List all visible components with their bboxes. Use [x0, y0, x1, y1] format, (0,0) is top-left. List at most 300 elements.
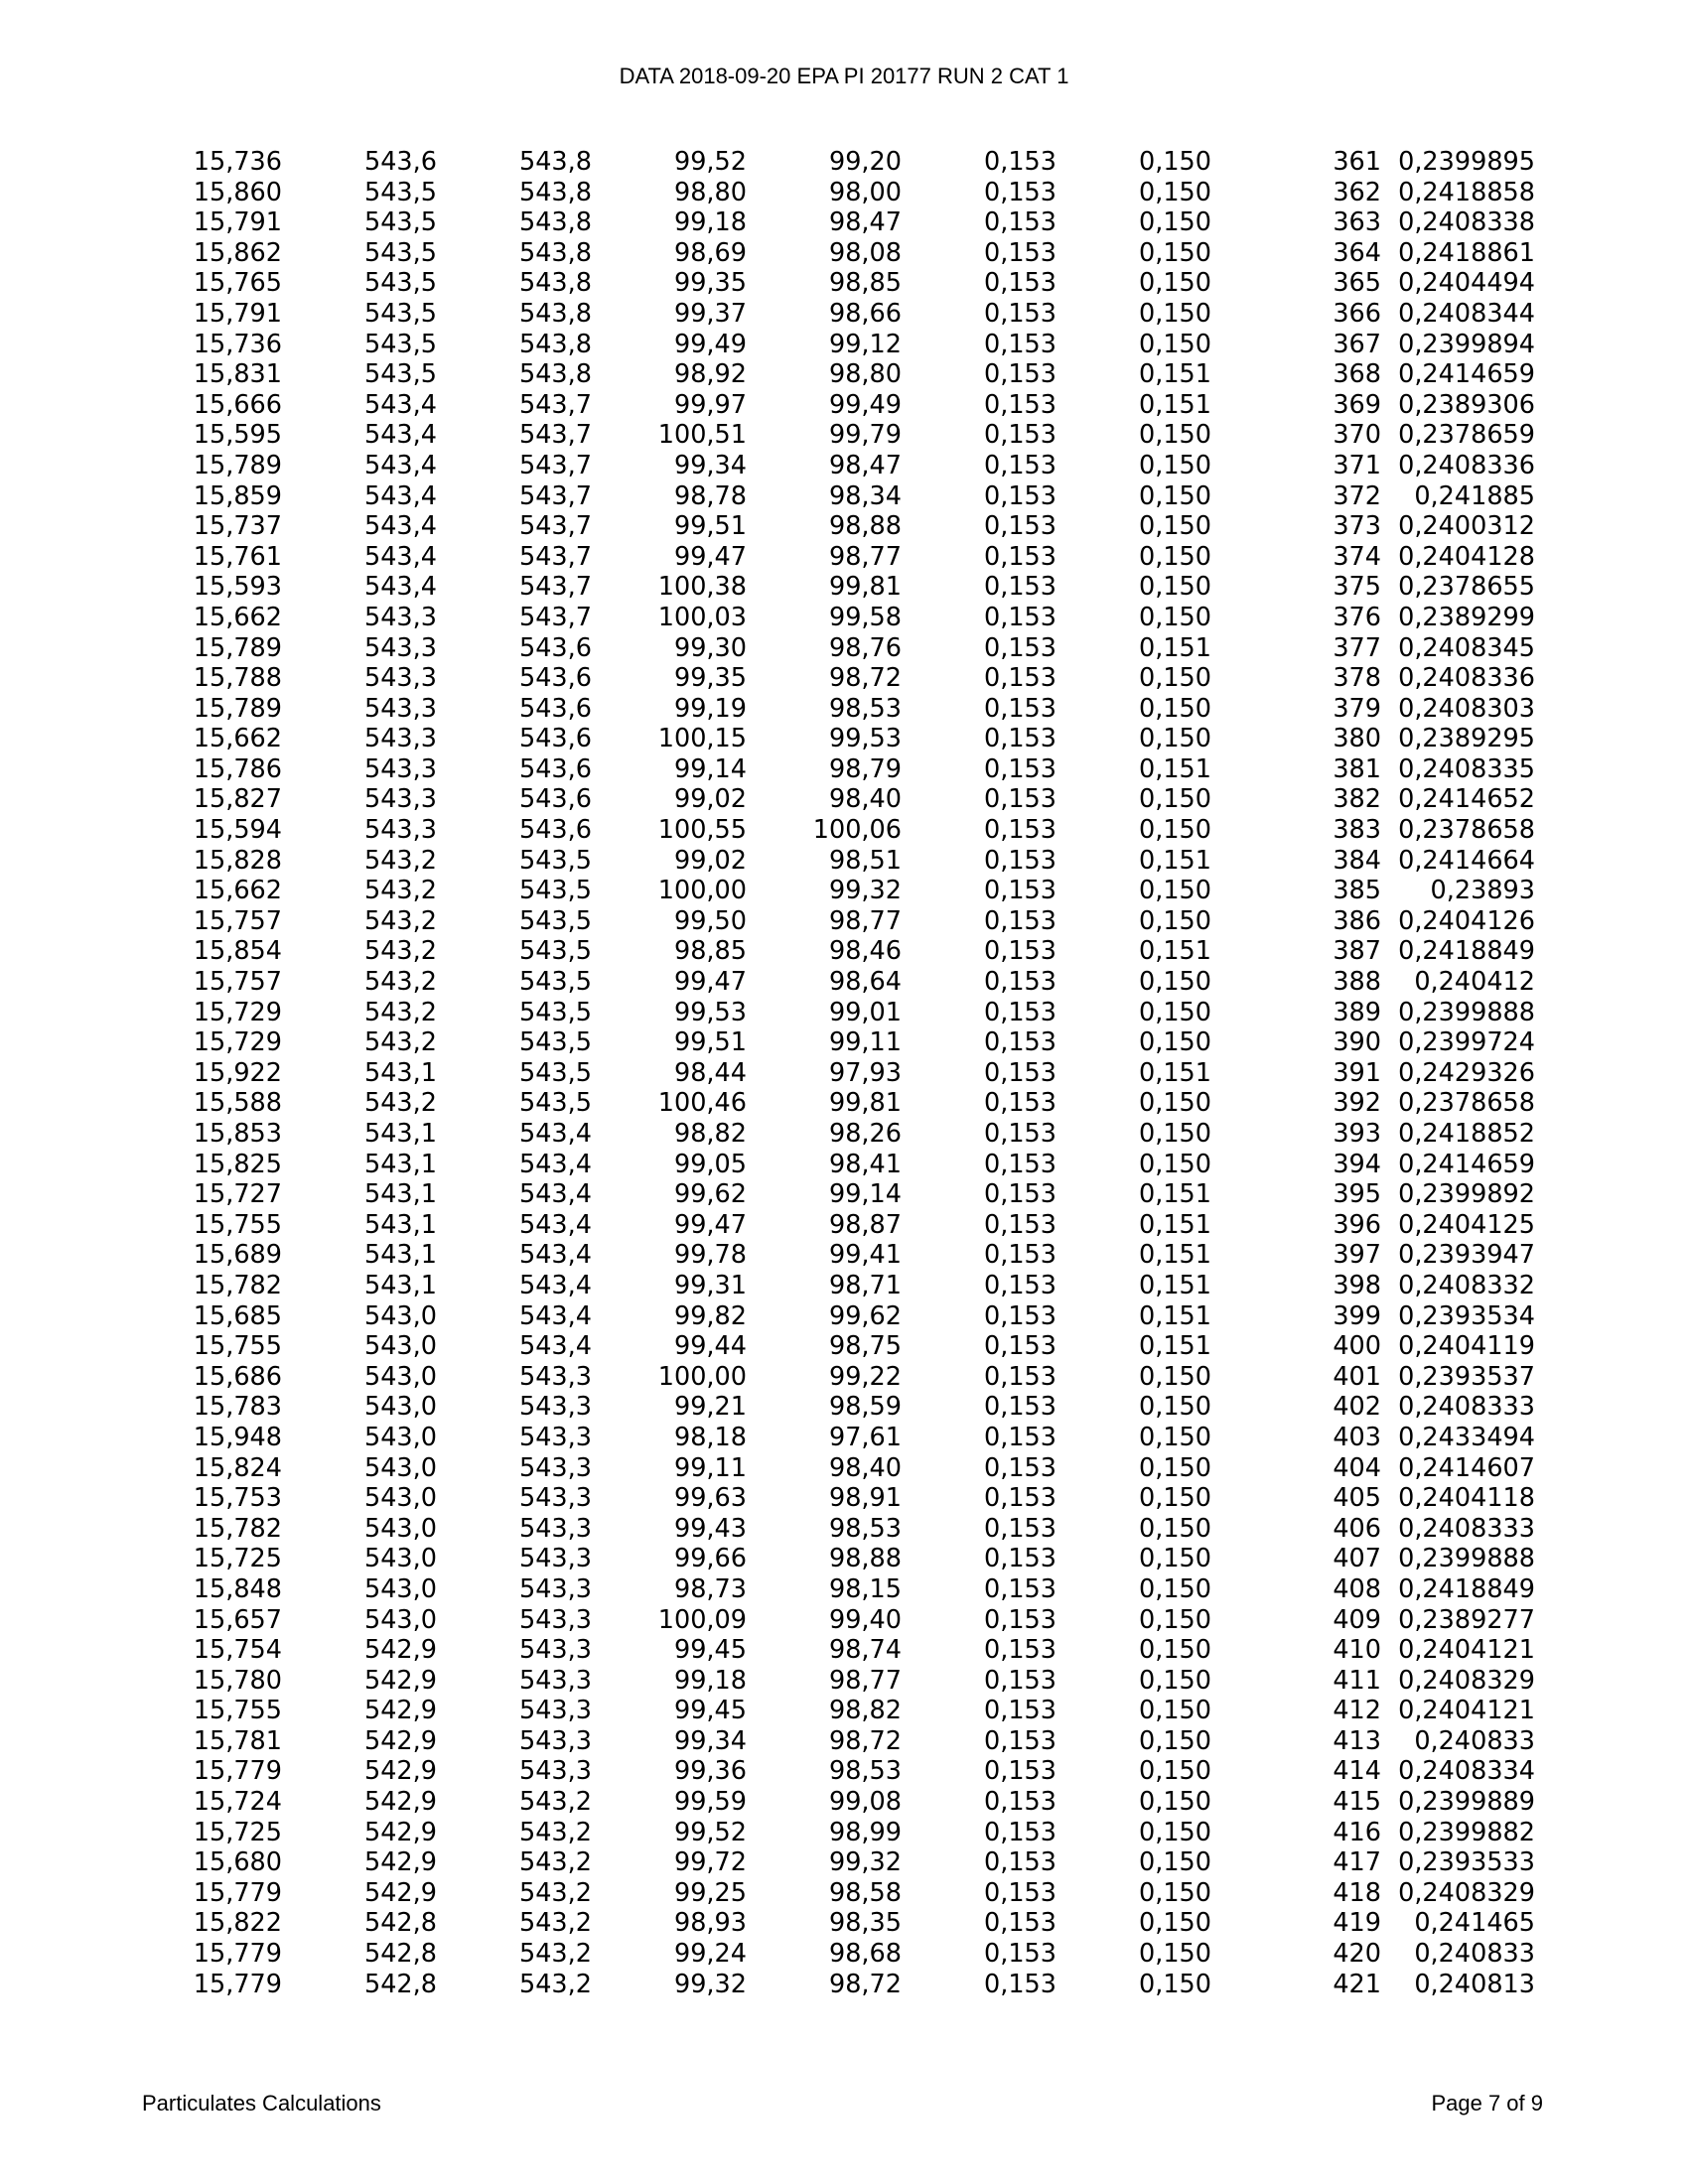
table-cell: 543,4: [518, 1270, 592, 1300]
table-cell: 0,153: [983, 1665, 1056, 1696]
table-cell: 0,150: [1138, 268, 1211, 299]
table-row: [167, 1453, 1535, 1484]
table-row: [167, 1119, 1535, 1150]
table-cell: 0,150: [1138, 1604, 1211, 1635]
table-cell: 98,47: [828, 450, 902, 480]
table-cell: 0,153: [983, 1725, 1056, 1756]
table-row: [167, 724, 1535, 754]
table-cell: 0,150: [1138, 1969, 1211, 1999]
table-cell: 362: [1333, 177, 1381, 207]
table-cell: 543,0: [363, 1483, 437, 1514]
table-cell: 0,150: [1138, 420, 1211, 451]
table-cell: 15,948: [193, 1422, 282, 1452]
table-cell: 99,19: [673, 693, 747, 724]
table-cell: 0,2408329: [1398, 1665, 1535, 1696]
table-cell: 0,2408333: [1398, 1513, 1535, 1544]
table-cell: 99,18: [673, 207, 747, 238]
table-cell: 382: [1333, 784, 1381, 815]
table-cell: 0,2408336: [1398, 450, 1535, 480]
table-cell: 15,860: [193, 177, 282, 207]
table-cell: 0,150: [1138, 1877, 1211, 1908]
table-cell: 0,151: [1138, 1179, 1211, 1210]
table-cell: 15,781: [193, 1725, 282, 1756]
table-cell: 15,761: [193, 541, 282, 572]
table-cell: 98,18: [673, 1422, 747, 1452]
table-cell: 401: [1333, 1361, 1381, 1392]
table-cell: 376: [1333, 602, 1381, 632]
table-cell: 15,593: [193, 572, 282, 603]
table-cell: 99,52: [673, 1817, 747, 1847]
table-cell: 99,32: [828, 876, 902, 906]
table-cell: 0,153: [983, 997, 1056, 1027]
table-cell: 542,9: [363, 1665, 437, 1696]
table-cell: 396: [1333, 1209, 1381, 1240]
table-row: [167, 1210, 1535, 1241]
table-cell: 0,153: [983, 1057, 1056, 1088]
table-cell: 99,05: [673, 1149, 747, 1179]
table-cell: 15,757: [193, 905, 282, 936]
table-cell: 371: [1333, 450, 1381, 480]
table-cell: 543,3: [363, 632, 437, 663]
table-cell: 0,153: [983, 1939, 1056, 1970]
table-cell: 543,3: [363, 693, 437, 724]
table-cell: 543,7: [518, 541, 592, 572]
table-row: [167, 936, 1535, 967]
table-row: [167, 207, 1535, 238]
table-row: [167, 511, 1535, 542]
table-cell: 543,2: [518, 1908, 592, 1939]
table-cell: 543,5: [363, 177, 437, 207]
table-cell: 0,153: [983, 1696, 1056, 1726]
table-row: [167, 238, 1535, 269]
table-cell: 98,71: [828, 1270, 902, 1300]
table-cell: 0,2399724: [1398, 1027, 1535, 1058]
table-cell: 543,2: [518, 1847, 592, 1878]
table-cell: 99,35: [673, 268, 747, 299]
table-cell: 0,2393534: [1398, 1300, 1535, 1331]
table-row: [167, 846, 1535, 877]
table-cell: 98,85: [673, 936, 747, 967]
table-cell: 0,150: [1138, 1392, 1211, 1423]
table-cell: 15,595: [193, 420, 282, 451]
table-cell: 15,736: [193, 147, 282, 177]
table-cell: 543,1: [363, 1057, 437, 1088]
table-cell: 98,72: [828, 663, 902, 694]
table-cell: 99,12: [828, 329, 902, 359]
table-cell: 543,4: [363, 511, 437, 542]
table-cell: 0,153: [983, 1756, 1056, 1787]
table-cell: 543,0: [363, 1392, 437, 1423]
table-cell: 0,150: [1138, 177, 1211, 207]
table-cell: 15,791: [193, 298, 282, 329]
table-cell: 0,2408334: [1398, 1756, 1535, 1787]
table-cell: 99,02: [673, 845, 747, 876]
table-cell: 0,2408329: [1398, 1877, 1535, 1908]
table-cell: 386: [1333, 905, 1381, 936]
table-cell: 0,153: [983, 511, 1056, 542]
table-row: [167, 572, 1535, 603]
table-cell: 543,7: [518, 450, 592, 480]
table-cell: 0,153: [983, 1787, 1056, 1818]
table-cell: 365: [1333, 268, 1381, 299]
table-cell: 0,2404118: [1398, 1483, 1535, 1514]
table-cell: 543,5: [518, 997, 592, 1027]
table-cell: 98,93: [673, 1908, 747, 1939]
table-cell: 0,150: [1138, 1027, 1211, 1058]
table-cell: 543,5: [518, 845, 592, 876]
table-cell: 99,11: [673, 1452, 747, 1483]
table-cell: 98,64: [828, 967, 902, 998]
table-cell: 99,45: [673, 1696, 747, 1726]
table-cell: 364: [1333, 237, 1381, 268]
table-cell: 0,150: [1138, 1483, 1211, 1514]
table-cell: 15,822: [193, 1908, 282, 1939]
table-cell: 543,4: [518, 1240, 592, 1271]
table-cell: 0,153: [983, 1483, 1056, 1514]
table-cell: 0,153: [983, 450, 1056, 480]
table-row: [167, 481, 1535, 512]
table-cell: 542,9: [363, 1847, 437, 1878]
table-cell: 0,2414659: [1398, 1149, 1535, 1179]
table-cell: 543,6: [518, 663, 592, 694]
table-cell: 0,2429326: [1398, 1057, 1535, 1088]
table-cell: 100,38: [657, 572, 747, 603]
table-cell: 0,153: [983, 268, 1056, 299]
table-row: [167, 906, 1535, 937]
table-cell: 15,727: [193, 1179, 282, 1210]
table-row: [167, 1847, 1535, 1878]
table-cell: 0,2408345: [1398, 632, 1535, 663]
table-cell: 0,151: [1138, 359, 1211, 390]
table-cell: 0,150: [1138, 997, 1211, 1027]
table-cell: 0,2399889: [1398, 1787, 1535, 1818]
table-cell: 0,153: [983, 1847, 1056, 1878]
table-cell: 542,9: [363, 1787, 437, 1818]
table-cell: 98,44: [673, 1057, 747, 1088]
table-cell: 0,150: [1138, 1149, 1211, 1179]
table-cell: 0,151: [1138, 1240, 1211, 1271]
table-cell: 15,782: [193, 1513, 282, 1544]
table-cell: 543,2: [518, 1787, 592, 1818]
table-cell: 368: [1333, 359, 1381, 390]
table-cell: 0,150: [1138, 1088, 1211, 1119]
table-cell: 414: [1333, 1756, 1381, 1787]
table-cell: 0,2408333: [1398, 1392, 1535, 1423]
table-cell: 15,789: [193, 693, 282, 724]
table-cell: 543,3: [518, 1452, 592, 1483]
table-cell: 99,25: [673, 1877, 747, 1908]
table-cell: 0,2404119: [1398, 1331, 1535, 1362]
table-cell: 543,2: [518, 1969, 592, 1999]
table-cell: 421: [1333, 1969, 1381, 1999]
table-cell: 0,150: [1138, 480, 1211, 511]
table-cell: 0,2399895: [1398, 147, 1535, 177]
table-cell: 15,680: [193, 1847, 282, 1878]
table-cell: 543,7: [518, 602, 592, 632]
table-cell: 543,2: [363, 1088, 437, 1119]
table-row: [167, 1908, 1535, 1939]
table-cell: 543,8: [518, 177, 592, 207]
table-cell: 543,0: [363, 1452, 437, 1483]
table-cell: 98,46: [828, 936, 902, 967]
table-cell: 543,2: [363, 997, 437, 1027]
table-cell: 15,788: [193, 663, 282, 694]
table-cell: 543,1: [363, 1209, 437, 1240]
table-cell: 15,848: [193, 1573, 282, 1604]
table-row: [167, 663, 1535, 694]
table-cell: 99,35: [673, 663, 747, 694]
table-cell: 369: [1333, 389, 1381, 420]
table-cell: 0,150: [1138, 693, 1211, 724]
table-cell: 0,150: [1138, 1939, 1211, 1970]
table-cell: 543,3: [363, 602, 437, 632]
table-cell: 0,2389295: [1398, 724, 1535, 754]
table-cell: 99,41: [828, 1240, 902, 1271]
table-cell: 0,153: [983, 1361, 1056, 1392]
table-cell: 383: [1333, 815, 1381, 846]
table-row: [167, 1818, 1535, 1848]
table-cell: 0,241465: [1414, 1908, 1535, 1939]
table-cell: 402: [1333, 1392, 1381, 1423]
table-cell: 543,8: [518, 207, 592, 238]
table-cell: 0,2400312: [1398, 511, 1535, 542]
table-cell: 0,153: [983, 1604, 1056, 1635]
table-cell: 0,153: [983, 1179, 1056, 1210]
table-row: [167, 603, 1535, 633]
table-cell: 543,5: [518, 1088, 592, 1119]
table-cell: 543,8: [518, 268, 592, 299]
table-cell: 15,725: [193, 1817, 282, 1847]
table-cell: 370: [1333, 420, 1381, 451]
table-cell: 543,1: [363, 1240, 437, 1271]
table-cell: 99,78: [673, 1240, 747, 1271]
table-cell: 0,151: [1138, 1270, 1211, 1300]
table-cell: 99,52: [673, 147, 747, 177]
table-cell: 0,151: [1138, 1209, 1211, 1240]
table-cell: 395: [1333, 1179, 1381, 1210]
table-cell: 15,789: [193, 632, 282, 663]
table-cell: 543,3: [518, 1544, 592, 1574]
table-cell: 543,6: [518, 693, 592, 724]
table-row: [167, 1726, 1535, 1757]
table-cell: 0,153: [983, 1088, 1056, 1119]
table-cell: 98,87: [828, 1209, 902, 1240]
table-cell: 15,827: [193, 784, 282, 815]
table-cell: 367: [1333, 329, 1381, 359]
table-cell: 0,2418849: [1398, 936, 1535, 967]
table-cell: 99,59: [673, 1787, 747, 1818]
table-cell: 394: [1333, 1149, 1381, 1179]
table-cell: 98,58: [828, 1877, 902, 1908]
table-cell: 98,88: [828, 1544, 902, 1574]
table-cell: 99,37: [673, 298, 747, 329]
table-cell: 543,3: [518, 1725, 592, 1756]
table-cell: 15,791: [193, 207, 282, 238]
table-cell: 0,2408336: [1398, 663, 1535, 694]
table-cell: 99,01: [828, 997, 902, 1027]
table-row: [167, 815, 1535, 846]
table-cell: 15,862: [193, 237, 282, 268]
table-row: [167, 1301, 1535, 1332]
table-cell: 0,150: [1138, 784, 1211, 815]
table-cell: 0,150: [1138, 602, 1211, 632]
table-cell: 99,30: [673, 632, 747, 663]
table-cell: 543,3: [518, 1422, 592, 1452]
table-cell: 98,40: [828, 1452, 902, 1483]
table-cell: 15,789: [193, 450, 282, 480]
table-cell: 0,150: [1138, 147, 1211, 177]
table-cell: 100,06: [812, 815, 902, 846]
table-cell: 15,779: [193, 1969, 282, 1999]
table-cell: 0,153: [983, 572, 1056, 603]
table-cell: 98,72: [828, 1969, 902, 1999]
table-cell: 15,755: [193, 1209, 282, 1240]
table-cell: 15,780: [193, 1665, 282, 1696]
table-cell: 0,153: [983, 1969, 1056, 1999]
table-cell: 0,150: [1138, 1635, 1211, 1666]
table-cell: 0,153: [983, 1027, 1056, 1058]
table-cell: 543,0: [363, 1331, 437, 1362]
table-cell: 0,153: [983, 237, 1056, 268]
table-cell: 98,15: [828, 1573, 902, 1604]
table-row: [167, 147, 1535, 178]
table-cell: 0,2404128: [1398, 541, 1535, 572]
table-cell: 408: [1333, 1573, 1381, 1604]
table-cell: 410: [1333, 1635, 1381, 1666]
table-cell: 99,58: [828, 602, 902, 632]
table-cell: 99,47: [673, 541, 747, 572]
table-cell: 99,49: [673, 329, 747, 359]
table-cell: 98,35: [828, 1908, 902, 1939]
table-cell: 15,662: [193, 724, 282, 754]
table-cell: 543,7: [518, 389, 592, 420]
table-cell: 15,757: [193, 967, 282, 998]
table-row: [167, 1605, 1535, 1636]
table-row: [167, 1635, 1535, 1666]
table-cell: 543,6: [518, 632, 592, 663]
table-cell: 543,2: [518, 1817, 592, 1847]
table-cell: 0,2408335: [1398, 753, 1535, 784]
table-cell: 0,150: [1138, 815, 1211, 846]
table-cell: 543,1: [363, 1179, 437, 1210]
table-cell: 0,241885: [1414, 480, 1535, 511]
table-cell: 543,3: [518, 1604, 592, 1635]
table-cell: 543,3: [518, 1756, 592, 1787]
table-cell: 542,9: [363, 1817, 437, 1847]
table-cell: 99,08: [828, 1787, 902, 1818]
table-cell: 98,92: [673, 359, 747, 390]
table-cell: 543,3: [363, 724, 437, 754]
table-cell: 420: [1333, 1939, 1381, 1970]
table-cell: 0,2418852: [1398, 1119, 1535, 1149]
table-cell: 543,5: [363, 329, 437, 359]
table-cell: 543,5: [363, 237, 437, 268]
table-cell: 377: [1333, 632, 1381, 663]
table-row: [167, 268, 1535, 299]
table-cell: 0,150: [1138, 1422, 1211, 1452]
table-cell: 0,153: [983, 359, 1056, 390]
table-cell: 15,729: [193, 1027, 282, 1058]
table-body: [167, 147, 1535, 1999]
table-cell: 99,81: [828, 572, 902, 603]
table-cell: 399: [1333, 1300, 1381, 1331]
table-cell: 412: [1333, 1696, 1381, 1726]
table-cell: 100,46: [657, 1088, 747, 1119]
table-cell: 416: [1333, 1817, 1381, 1847]
table-cell: 0,2399888: [1398, 1544, 1535, 1574]
table-cell: 0,153: [983, 1209, 1056, 1240]
table-cell: 99,79: [828, 420, 902, 451]
table-cell: 99,49: [828, 389, 902, 420]
table-cell: 15,737: [193, 511, 282, 542]
table-row: [167, 330, 1535, 360]
table-cell: 0,153: [983, 1544, 1056, 1574]
table-cell: 381: [1333, 753, 1381, 784]
page-number: Page 7 of 9: [1431, 2091, 1543, 2116]
table-cell: 15,686: [193, 1361, 282, 1392]
table-cell: 542,9: [363, 1756, 437, 1787]
table-cell: 99,22: [828, 1361, 902, 1392]
table-cell: 404: [1333, 1452, 1381, 1483]
table-cell: 406: [1333, 1513, 1381, 1544]
table-cell: 15,755: [193, 1331, 282, 1362]
table-cell: 543,3: [518, 1665, 592, 1696]
table-cell: 98,41: [828, 1149, 902, 1179]
table-row: [167, 1878, 1535, 1909]
table-cell: 543,0: [363, 1604, 437, 1635]
table-row: [167, 299, 1535, 330]
table-cell: 0,153: [983, 1149, 1056, 1179]
table-row: [167, 359, 1535, 390]
table-cell: 0,153: [983, 1908, 1056, 1939]
table-cell: 0,150: [1138, 541, 1211, 572]
table-cell: 15,824: [193, 1452, 282, 1483]
table-cell: 0,153: [983, 177, 1056, 207]
table-cell: 98,00: [828, 177, 902, 207]
table-cell: 98,77: [828, 905, 902, 936]
table-cell: 98,69: [673, 237, 747, 268]
table-row: [167, 967, 1535, 998]
table-cell: 543,5: [518, 967, 592, 998]
table-cell: 0,151: [1138, 753, 1211, 784]
table-cell: 543,6: [518, 753, 592, 784]
table-cell: 543,3: [518, 1573, 592, 1604]
table-cell: 543,3: [363, 753, 437, 784]
page-title: DATA 2018-09-20 EPA PI 20177 RUN 2 CAT 1: [619, 64, 1069, 88]
table-cell: 543,3: [518, 1696, 592, 1726]
table-row: [167, 1514, 1535, 1545]
table-cell: 15,828: [193, 845, 282, 876]
table-cell: 98,80: [673, 177, 747, 207]
table-cell: 543,0: [363, 1300, 437, 1331]
table-cell: 0,153: [983, 1817, 1056, 1847]
table-row: [167, 1756, 1535, 1787]
table-cell: 100,00: [657, 1361, 747, 1392]
table-cell: 0,150: [1138, 511, 1211, 542]
table-cell: 100,00: [657, 876, 747, 906]
table-cell: 99,62: [828, 1300, 902, 1331]
table-cell: 543,0: [363, 1573, 437, 1604]
table-cell: 0,150: [1138, 1756, 1211, 1787]
table-cell: 0,153: [983, 936, 1056, 967]
table-cell: 99,24: [673, 1939, 747, 1970]
table-cell: 15,779: [193, 1877, 282, 1908]
table-row: [167, 633, 1535, 664]
table-row: [167, 1787, 1535, 1818]
table-row: [167, 1939, 1535, 1970]
table-cell: 99,36: [673, 1756, 747, 1787]
table-cell: 98,78: [673, 480, 747, 511]
